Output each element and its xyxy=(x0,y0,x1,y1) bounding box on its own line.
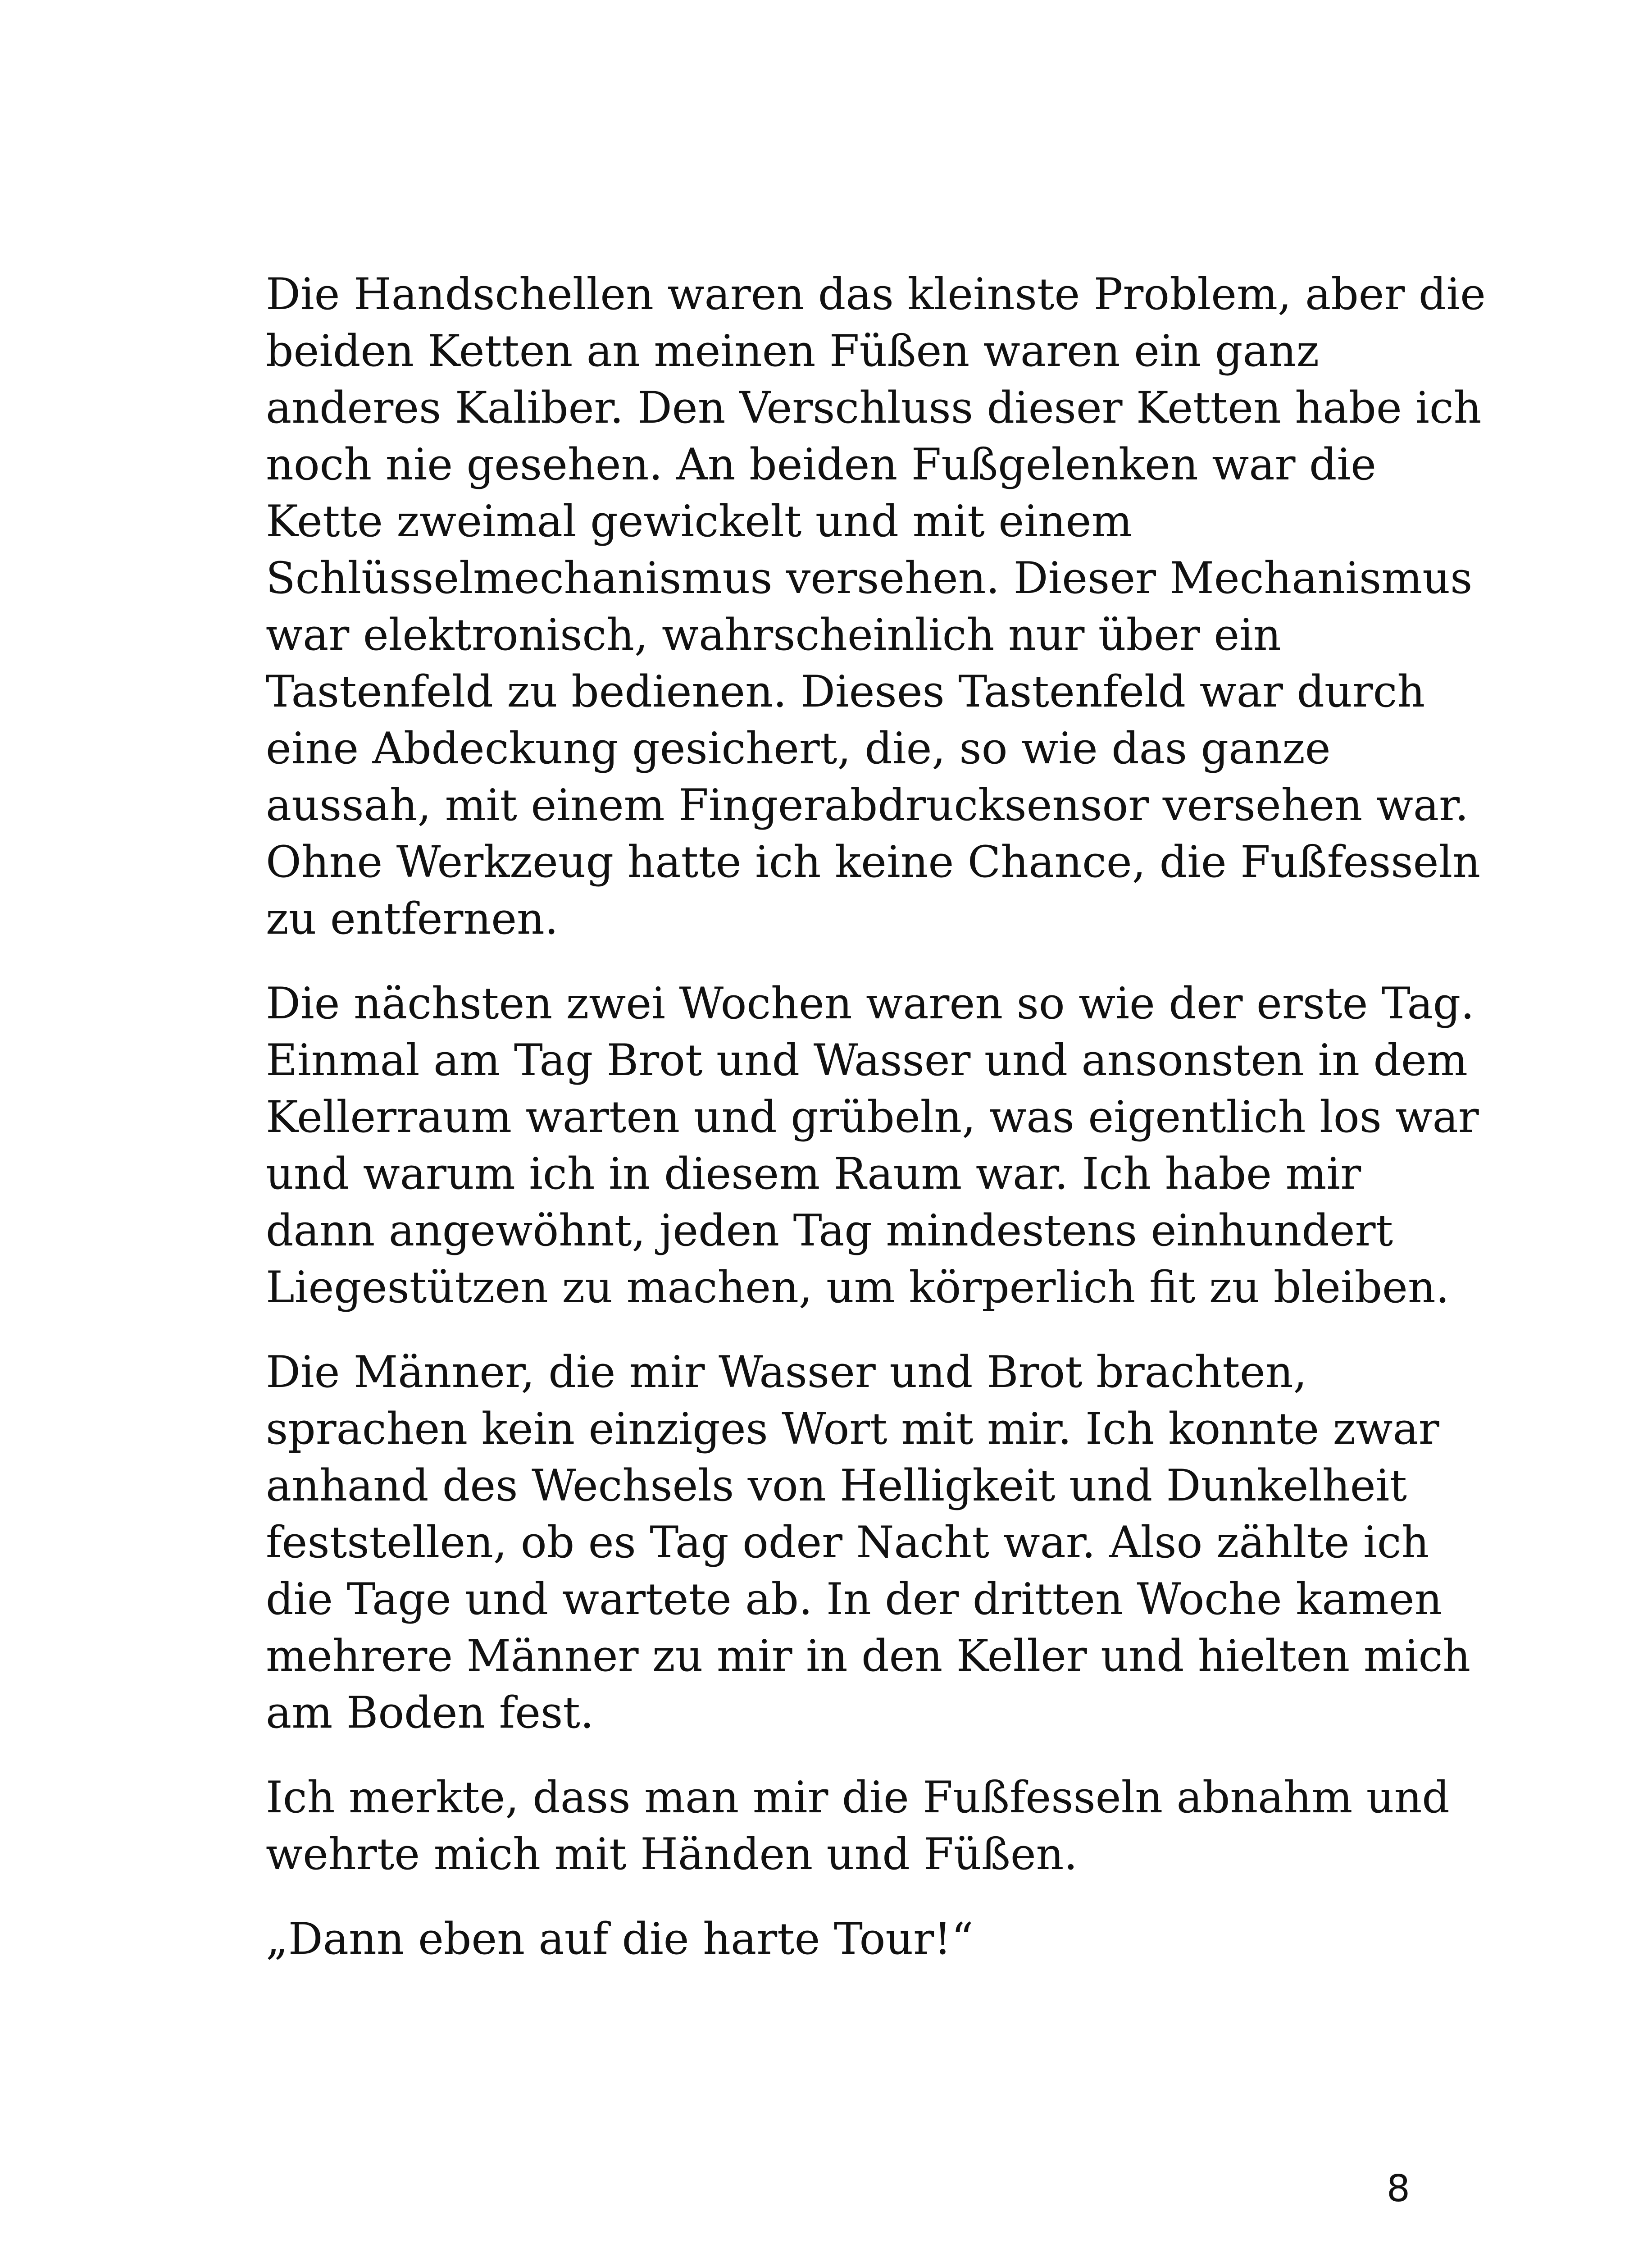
paragraph-2 xyxy=(266,975,1479,1316)
text-line: „Dann eben auf die harte Tour!“ xyxy=(266,1914,974,1964)
text-line: Einmal am Tag Brot und Wasser und ansonsten in dem xyxy=(266,1035,1468,1085)
text-line: Tastenfeld zu bedienen. Dieses Tastenfeld war durch xyxy=(266,666,1425,717)
text-line: Kette zweimal gewickelt und mit einem xyxy=(266,496,1133,547)
text-line: Schlüsselmechanismus versehen. Dieser Mechanismus xyxy=(266,553,1473,603)
text-line: anhand des Wechsels von Helligkeit und Dunkelheit xyxy=(266,1460,1407,1511)
text-line: war elektronisch, wahrscheinlich nur über ein xyxy=(266,610,1281,660)
paragraph-4 xyxy=(266,1769,1450,1883)
text-line: dann angewöhnt, jeden Tag mindestens einhundert xyxy=(266,1205,1393,1256)
text-line: beiden Ketten an meinen Füßen waren ein ganz xyxy=(266,326,1320,376)
page-number: 8 xyxy=(1386,2167,1410,2210)
text-line: zu entfernen. xyxy=(266,894,559,944)
paragraph-3 xyxy=(266,1344,1471,1741)
text-line: anderes Kaliber. Den Verschluss dieser Ketten habe ich xyxy=(266,383,1482,433)
text-line: sprachen kein einziges Wort mit mir. Ich konnte zwar xyxy=(266,1404,1439,1454)
text-line: noch nie gesehen. An beiden Fußgelenken war die xyxy=(266,439,1376,490)
paragraph-1 xyxy=(266,266,1486,947)
text-line: Liegestützen zu machen, um körperlich fit zu bleiben. xyxy=(266,1262,1450,1313)
text-line: die Tage und wartete ab. In der dritten Woche kamen xyxy=(266,1574,1443,1624)
text-line: mehrere Männer zu mir in den Keller und hielten mich xyxy=(266,1631,1471,1681)
text-line: und warum ich in diesem Raum war. Ich habe mir xyxy=(266,1149,1361,1199)
text-line: aussah, mit einem Fingerabdrucksensor versehen war. xyxy=(266,780,1469,830)
body-text xyxy=(266,266,1486,1995)
text-line: Ohne Werkzeug hatte ich keine Chance, die Fußfesseln xyxy=(266,837,1481,887)
text-line: Ich merkte, dass man mir die Fußfesseln abnahm und xyxy=(266,1772,1450,1823)
text-line: wehrte mich mit Händen und Füßen. xyxy=(266,1829,1078,1879)
text-line: eine Abdeckung gesichert, die, so wie das ganze xyxy=(266,723,1331,774)
paragraph-5-dialogue xyxy=(266,1911,1392,1967)
text-line: feststellen, ob es Tag oder Nacht war. Also zählte ich xyxy=(266,1517,1429,1568)
text-line: Die Handschellen waren das kleinste Problem, aber die xyxy=(266,269,1486,319)
text-line: Kellerraum warten und grübeln, was eigentlich los war xyxy=(266,1092,1479,1142)
text-line: Die nächsten zwei Wochen waren so wie der erste Tag. xyxy=(266,978,1475,1029)
text-line: Die Männer, die mir Wasser und Brot brachten, xyxy=(266,1347,1307,1397)
text-line: am Boden fest. xyxy=(266,1687,594,1738)
